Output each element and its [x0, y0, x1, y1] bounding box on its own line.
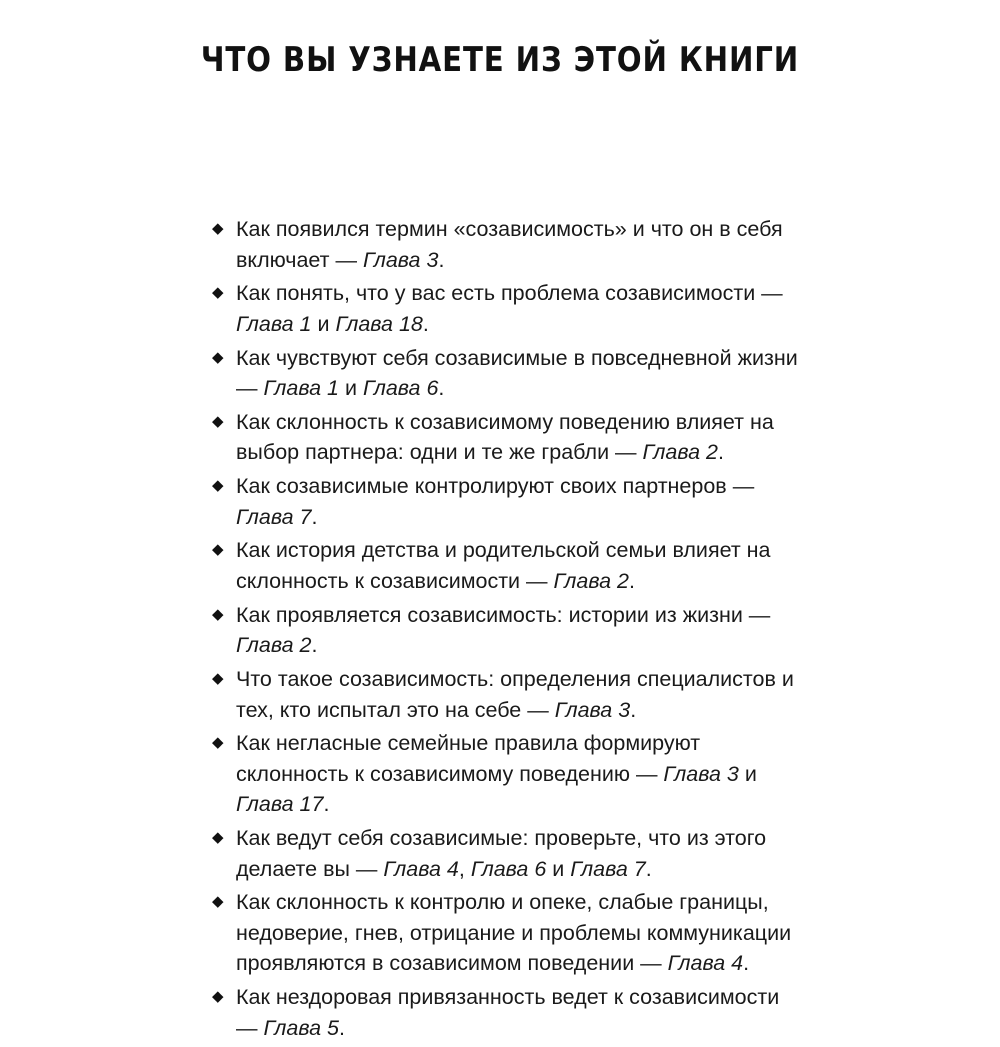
list-item-text [236, 823, 802, 884]
list-item [212, 887, 802, 979]
diamond-bullet-icon: ◆ [212, 734, 224, 752]
list-item [212, 407, 802, 468]
list-item-segment: Как склонность к контролю и опеке, слабые границы, недоверие, гнев, отрицание и проблемы коммуникации проявляются в созависимом поведении — [236, 890, 792, 976]
chapter-reference: Глава 18 [335, 311, 423, 336]
list-item [212, 343, 802, 404]
list-item-text [236, 535, 802, 596]
list-item-segment: . [311, 504, 318, 529]
chapter-reference: Глава 1 [236, 311, 312, 336]
list-item-text [236, 664, 802, 725]
list-item-text [236, 343, 802, 404]
chapter-reference: Глава 1 [263, 376, 339, 401]
diamond-bullet-icon: ◆ [212, 541, 224, 559]
list-item-segment: . [438, 247, 445, 272]
list-item-segment: . [438, 376, 445, 401]
list-item-segment: . [630, 697, 637, 722]
diamond-bullet-icon: ◆ [212, 605, 224, 623]
diamond-bullet-icon: ◆ [212, 477, 224, 495]
list-item-segment: . [743, 951, 750, 976]
list-item [212, 728, 802, 820]
chapter-reference: Глава 6 [470, 856, 547, 881]
list-item [212, 214, 802, 275]
list-item [212, 535, 802, 596]
list-item-text [236, 982, 802, 1043]
list-item-text [236, 214, 802, 275]
chapter-reference: Глава 2 [236, 633, 312, 658]
list-item-segment: и [738, 761, 757, 786]
list-item-text [236, 407, 802, 468]
list-item-segment: . [323, 792, 330, 817]
list-item-segment: . [422, 311, 429, 336]
list-item-segment: . [338, 1015, 345, 1040]
list-item-segment: и [338, 376, 363, 401]
list-item-segment: и [546, 856, 571, 881]
list-item-segment: Как негласные семейные правила формируют склонность к созависимому поведению — [236, 731, 701, 786]
page-title: ЧТО ВЫ УЗНАЕТЕ ИЗ ЭТОЙ КНИГИ [200, 40, 800, 80]
list-item-segment: , [458, 856, 471, 881]
list-item-text [236, 471, 802, 532]
diamond-bullet-icon: ◆ [212, 220, 224, 237]
list-item [212, 664, 802, 725]
list-item-segment: Как появился термин «созависимость» и что он в себя включает — [236, 217, 783, 272]
diamond-bullet-icon: ◆ [212, 829, 224, 847]
diamond-bullet-icon: ◆ [212, 893, 224, 911]
diamond-bullet-icon: ◆ [212, 412, 224, 430]
chapter-reference: Глава 4 [667, 951, 744, 976]
chapter-reference: Глава 3 [663, 761, 739, 786]
chapter-reference: Глава 2 [553, 568, 629, 593]
list-item-segment: Что такое созависимость: определения специалистов и тех, кто испытал это на себе — [236, 667, 794, 722]
list-item-segment: Как проявляется созависимость: истории из жизни — [236, 602, 771, 627]
list-item-text [236, 600, 802, 661]
chapter-reference: Глава 6 [362, 376, 439, 401]
diamond-bullet-icon: ◆ [212, 348, 224, 366]
chapter-reference: Глава 4 [383, 856, 459, 881]
list-item-segment: . [311, 633, 318, 658]
list-item-segment: . [645, 856, 652, 881]
list-item-segment: Как история детства и родительской семьи влияет на склонность к созависимости — [236, 538, 771, 593]
diamond-bullet-icon: ◆ [212, 988, 224, 1006]
list-item-segment: Как нездоровая привязанность ведет к созависимости — [236, 985, 780, 1040]
list-item-segment: . [629, 568, 635, 593]
chapter-reference: Глава 7 [236, 504, 312, 529]
list-item-segment: Как понять, что у вас есть проблема созависимости — [236, 281, 783, 306]
diamond-bullet-icon: ◆ [212, 284, 224, 302]
chapter-reference: Глава 3 [362, 247, 439, 272]
chapter-reference: Глава 3 [554, 697, 631, 722]
chapter-reference: Глава 7 [570, 856, 646, 881]
chapter-reference: Глава 2 [642, 440, 719, 465]
chapter-reference: Глава 5 [263, 1015, 339, 1040]
list-item [212, 471, 802, 532]
diamond-bullet-icon: ◆ [212, 670, 224, 688]
list-item-text [236, 278, 802, 339]
list-item-segment: Как склонность к созависимому поведению влияет на выбор партнера: одни и те же грабли — [236, 409, 774, 465]
list-item [212, 982, 802, 1043]
list-item-segment: . [718, 440, 724, 465]
list-item [212, 278, 802, 339]
list-item [212, 823, 802, 884]
chapter-reference: Глава 17 [236, 792, 324, 817]
list-item-segment: Как чувствуют себя созависимые в повседневной жизни — [236, 345, 798, 401]
list-item-segment: Как созависимые контролируют своих партнеров — [236, 474, 755, 499]
list-item-text [236, 728, 802, 820]
list-item-text [236, 887, 802, 979]
list-item-segment: Как ведут себя созависимые: проверьте, что из этого делаете вы — [236, 826, 767, 881]
list-item [212, 600, 802, 661]
chapter-guide-list [212, 214, 802, 1047]
list-item-segment: и [311, 311, 336, 336]
